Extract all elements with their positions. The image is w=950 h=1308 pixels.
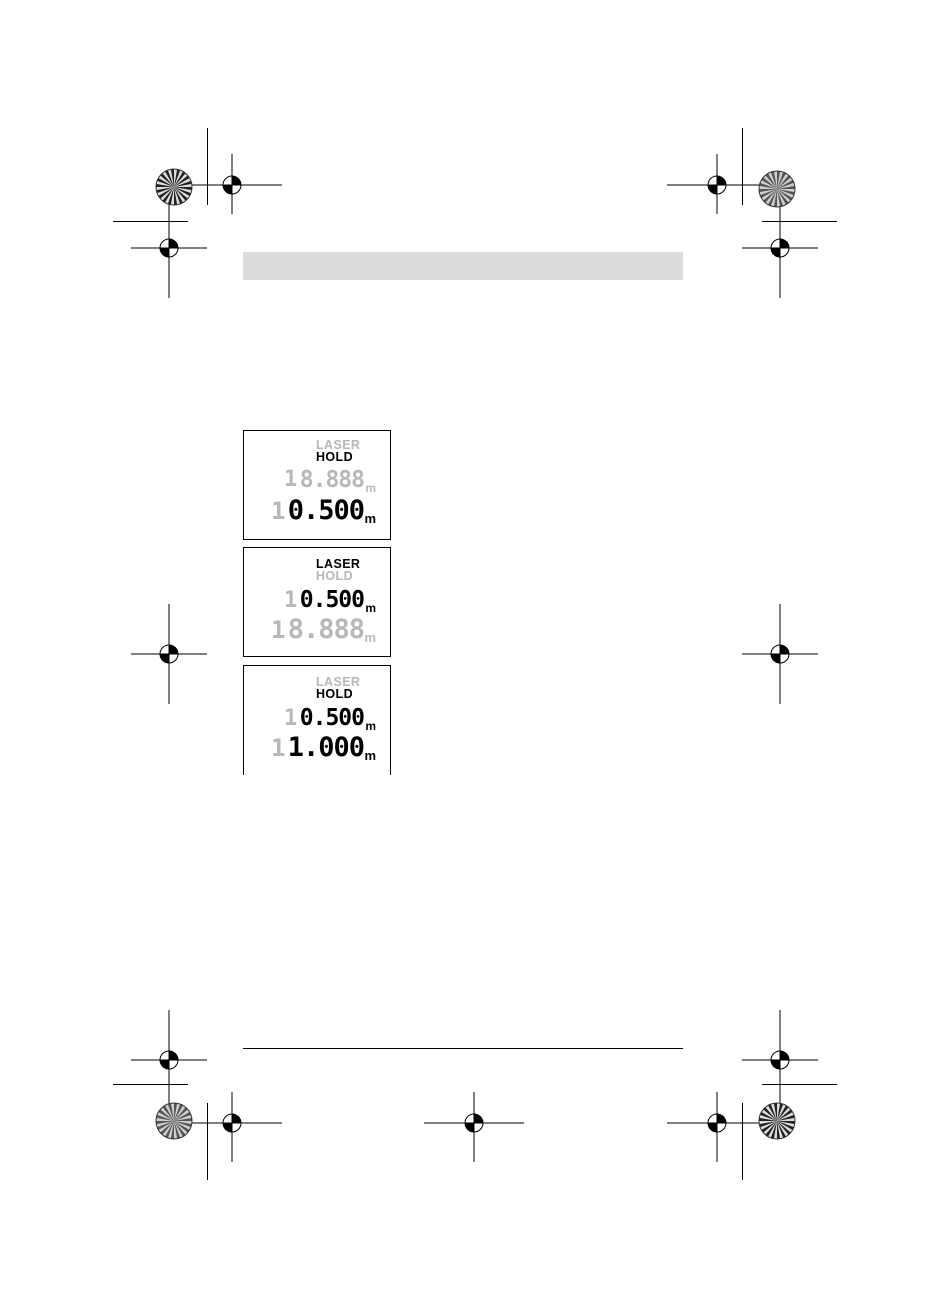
line2-unit: m	[364, 630, 376, 645]
crosshair-target-icon	[742, 198, 818, 298]
line1-reading: 0.500	[299, 705, 364, 731]
line2-reading: 0.500	[287, 495, 364, 526]
line1-lead-segment: 1	[284, 588, 298, 613]
line2-lead-segment: 1	[271, 734, 286, 762]
line1-reading: 0.500	[299, 587, 364, 613]
crosshair-target-icon	[424, 1092, 524, 1162]
hold-indicator: HOLD	[316, 569, 354, 583]
radial-calibration-icon	[155, 1102, 193, 1140]
line1-unit: m	[365, 719, 376, 733]
line1-lead-segment: 1	[284, 467, 298, 492]
line1-lead-segment: 1	[284, 706, 298, 731]
line1-unit: m	[365, 601, 376, 615]
crosshair-target-icon	[131, 198, 207, 298]
header-band	[243, 252, 683, 280]
hold-indicator: HOLD	[316, 450, 354, 464]
crosshair-target-icon	[667, 1092, 767, 1162]
footer-rule	[243, 1048, 683, 1049]
laser-indicator: LASER	[316, 438, 361, 452]
hold-indicator: HOLD	[316, 687, 354, 701]
crosshair-target-icon	[131, 604, 207, 704]
line1-unit: m	[365, 481, 376, 495]
line2-reading: 1.000	[287, 732, 364, 763]
lcd-display-1	[243, 430, 391, 540]
radial-calibration-icon	[758, 1102, 796, 1140]
lcd-display-2	[243, 547, 391, 657]
line2-unit: m	[364, 748, 376, 763]
laser-indicator: LASER	[316, 675, 361, 689]
line2-lead-segment: 1	[271, 616, 286, 644]
line2-reading: 8.888	[287, 614, 364, 645]
laser-indicator: LASER	[316, 557, 361, 571]
crosshair-target-icon	[742, 604, 818, 704]
radial-calibration-icon	[155, 168, 193, 206]
radial-calibration-icon	[758, 170, 796, 208]
line2-lead-segment: 1	[271, 497, 286, 525]
lcd-display-3	[243, 665, 391, 775]
crosshair-target-icon	[182, 1092, 282, 1162]
line2-unit: m	[364, 511, 376, 526]
line1-reading: 8.888	[299, 467, 364, 493]
